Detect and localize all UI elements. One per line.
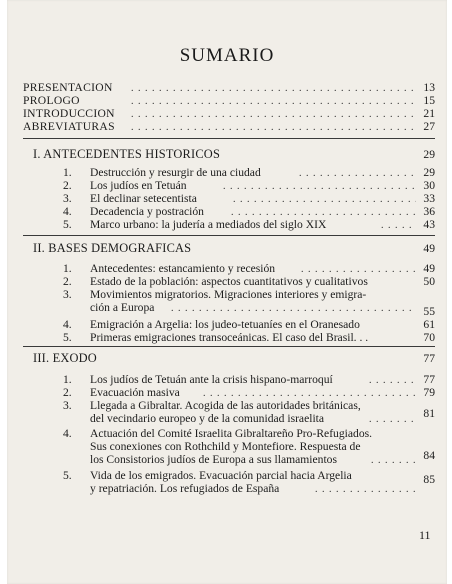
dot-leader [381,218,416,232]
dot-leader [233,192,416,206]
dot-leader [131,120,416,134]
section-page: 49 [423,242,435,255]
toc-entry-label: PRESENTACION [23,81,113,94]
item-page: 43 [423,218,435,231]
section-divider [23,235,435,236]
dot-leader [301,262,416,276]
toc-item [23,331,435,344]
item-page: 77 [423,373,435,386]
item-number: 2. [63,179,72,192]
section-page: 77 [423,352,435,365]
item-number: 5. [63,218,72,231]
toc-item [23,192,435,205]
page-number: 11 [419,528,431,542]
item-page: 79 [423,386,435,399]
item-number: 4. [63,205,72,218]
dot-leader [131,94,416,108]
toc-item [23,386,435,399]
item-number: 1. [63,373,72,386]
section-title: II. BASES DEMOGRAFICAS [33,241,192,255]
item-page: 84 [423,449,435,462]
item-number: 4. [63,318,72,331]
item-number: 4. [63,427,72,440]
section-divider [23,138,435,139]
toc-item [23,179,435,192]
item-title-line: Movimientos migratorios. Migraciones interiores y emigra- [90,288,367,301]
item-number: 1. [63,166,72,179]
item-number: 2. [63,386,72,399]
toc-entry-introduccion [23,107,435,120]
item-title: Primeras emigraciones transoceánicas. El caso del Brasil. . . [90,331,369,344]
item-title-line: ción a Europa [90,301,155,314]
toc-item [23,373,435,386]
item-title-line: y repatriación. Los refugiados de España [90,482,280,495]
item-page: 30 [423,179,435,192]
section-page: 29 [423,148,435,161]
toc-item [23,275,435,288]
item-page: 33 [423,192,435,205]
section-heading-2 [23,242,435,257]
toc-item [23,318,435,331]
item-page: 29 [423,166,435,179]
dot-leader [315,482,416,496]
item-title-line: Llegada a Gibraltar. Acogida de las autoridades británicas, [90,399,361,412]
item-title: Destrucción y resurgir de una ciudad [90,166,261,179]
section-divider [23,346,435,347]
dot-leader [203,386,416,400]
item-title: El declinar setecentista [90,192,197,205]
toc-item [23,262,435,275]
toc-item [23,205,435,218]
item-title: Antecedentes: estancamiento y recesión [90,262,276,275]
toc-entry-abreviaturas [23,120,435,133]
section-heading-1 [23,148,435,163]
toc-entry-page: 27 [423,120,435,133]
item-page: 81 [423,407,435,420]
dot-leader [369,412,416,426]
item-title: Emigración a Argelia: los judeo-tetuaníes en el Oranesado [90,318,360,331]
item-page: 50 [423,275,435,288]
dot-leader [131,107,416,121]
section-heading-3 [23,352,435,367]
toc-entry-label: INTRODUCCION [23,107,115,120]
item-number: 5. [63,469,72,482]
item-number: 3. [63,288,72,301]
item-title: Decadencia y postración [90,205,204,218]
toc-entry-presentacion [23,81,435,94]
item-page: 36 [423,205,435,218]
toc-item [23,469,435,495]
book-page [7,0,447,584]
item-title-line: los Consistorios judíos de Europa a sus llamamientos [90,453,337,466]
item-number: 3. [63,399,72,412]
toc-entry-prologo [23,94,435,107]
item-title-line: del vecindario europeo y de la comunidad israelita [90,412,325,425]
toc-entry-label: ABREVIATURAS [23,120,115,133]
item-page: 61 [423,318,435,331]
section-title: III. EXODO [33,351,97,365]
dot-leader [131,81,416,95]
dot-leader [171,301,416,315]
item-title: Marco urbano: la judería a mediados del siglo XIX [90,218,327,231]
item-title-line: Actuación del Comité Israelita Gibraltareño Pro-Refugiados. [90,427,373,440]
dot-leader [223,179,416,193]
page-title: SUMARIO [179,45,275,66]
item-title: Los judíos de Tetuán ante la crisis hispano-marroquí [90,373,333,386]
item-title: Estado de la población: aspectos cuantitativos y cualitativos [90,275,368,288]
toc-entry-page: 21 [423,107,435,120]
item-page: 55 [423,305,435,318]
toc-item [23,399,435,425]
toc-item [23,218,435,231]
item-title-line: Vida de los emigrados. Evacuación parcial hacia Argelia [90,469,352,482]
section-title: I. ANTECEDENTES HISTORICOS [33,147,221,161]
item-page: 70 [423,331,435,344]
toc-entry-page: 15 [423,94,435,107]
item-page: 49 [423,262,435,275]
item-title-line: Sus conexiones con Rothchild y Montefiore. Respuesta de [90,440,361,453]
item-page: 85 [423,473,435,486]
dot-leader [231,205,416,219]
toc-entry-label: PROLOGO [23,94,80,107]
item-number: 1. [63,262,72,275]
toc-entry-page: 13 [423,81,435,94]
item-title: Evacuación masiva [90,386,180,399]
dot-leader [299,166,416,180]
toc-item-page-row [23,301,435,318]
item-number: 2. [63,275,72,288]
dot-leader [371,453,416,467]
item-number: 3. [63,192,72,205]
toc-item [23,427,435,466]
dot-leader [369,373,416,387]
toc-item [23,166,435,179]
item-title: Los judíos en Tetuán [90,179,187,192]
item-number: 5. [63,331,72,344]
